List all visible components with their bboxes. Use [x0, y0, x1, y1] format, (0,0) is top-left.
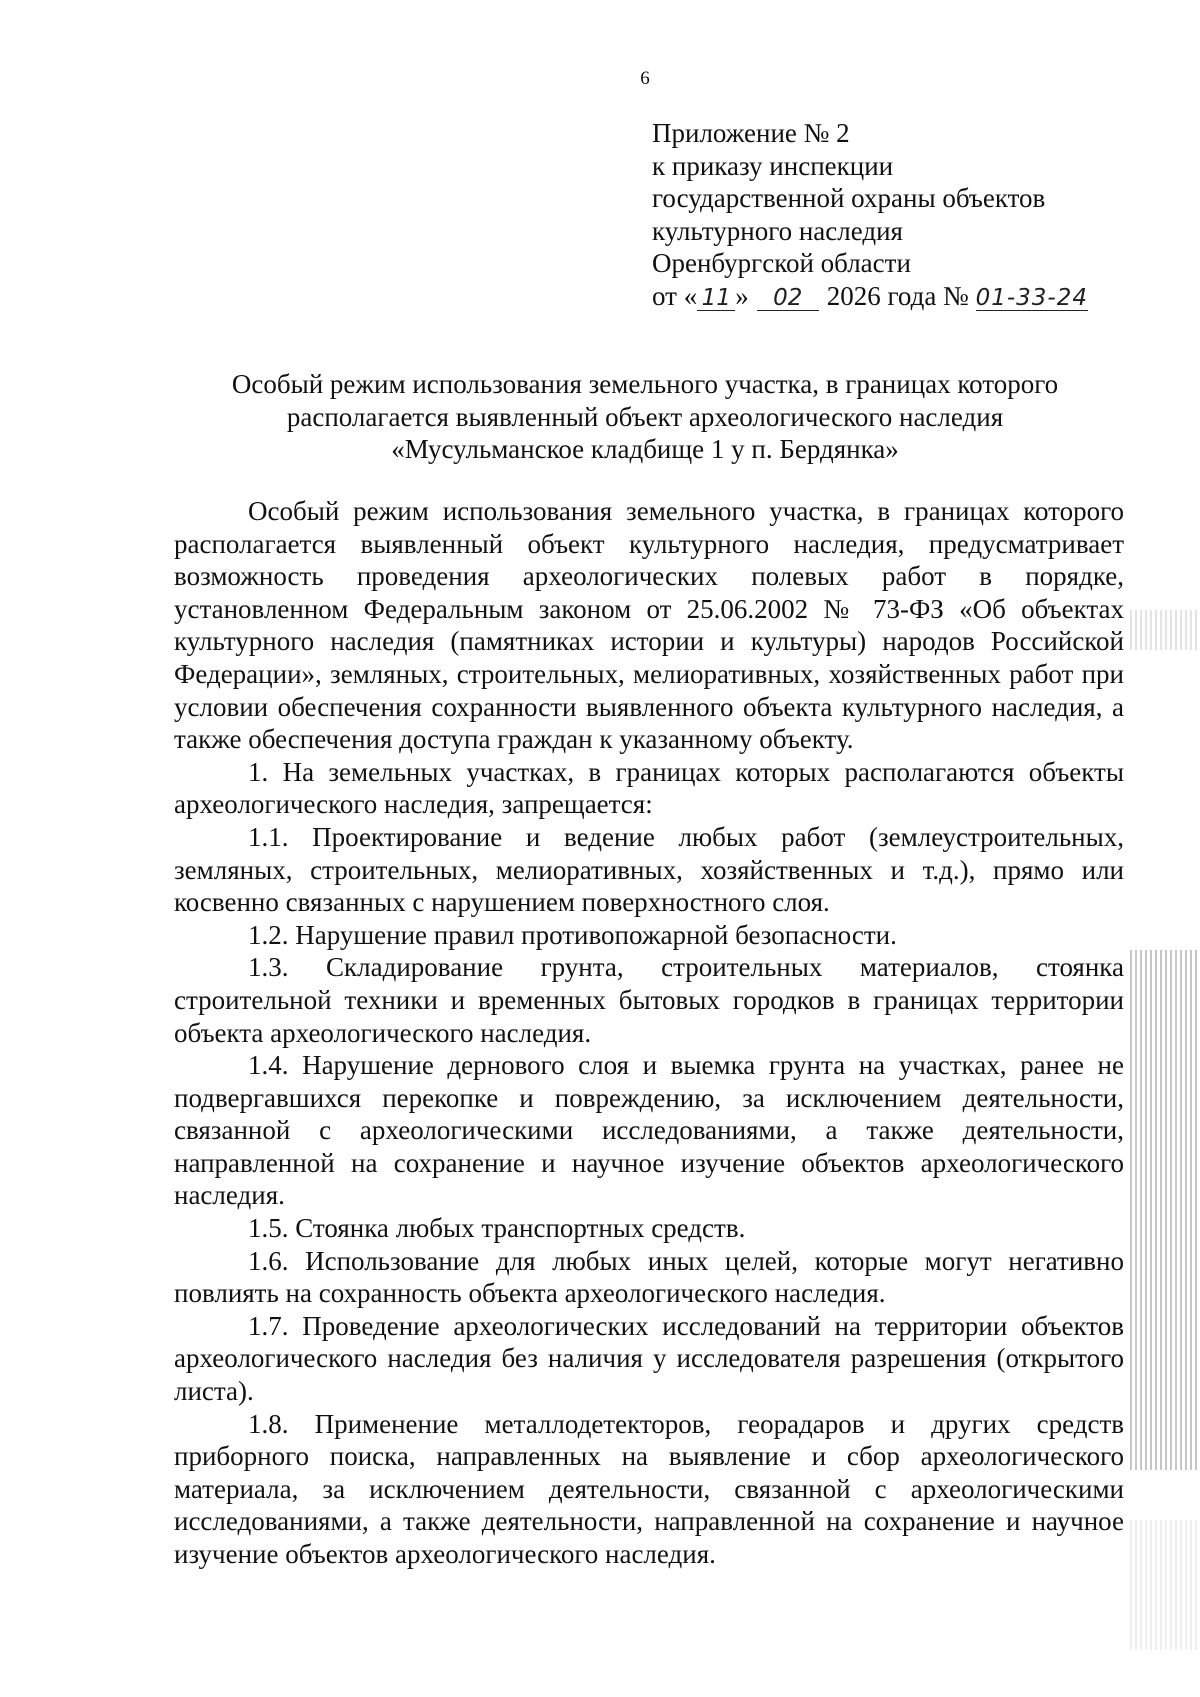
intro-paragraph: Особый режим использования земельного участка, в границах которого располагается выявленный объект культурного наследия, предусматривает возможность проведения археологических полевых работ в порядке, установленном Федеральным законом от 25.06.2002 № 73-ФЗ «Об объектах культурного наследия (памятниках истории и культуры) народов Российской Федерации», земляных, строительных, мелиоративных, хозяйственных работ при условии обеспечения сохранности выявленного объекта культурного наследия, а также обеспечения доступа граждан к указанному объекту. [174, 496, 1124, 755]
clause-1-2: 1.2. Нарушение правил противопожарной безопасности. [248, 919, 897, 950]
title-line: «Мусульманское кладбище 1 у п. Бердянка» [391, 434, 899, 464]
clause-1-4: 1.4. Нарушение дернового слоя и выемка грунта на участках, ранее не подвергавшихся перекопке и повреждению, за исключением деятельности, связанной с археологическими исследованиями, а также деятельности, направленной на сохранение и научное изучение объектов археологического наследия. [174, 1050, 1124, 1211]
appendix-line: Оренбургской области [652, 248, 911, 278]
handwritten-month: 02 [757, 286, 819, 311]
appendix-line: культурного наследия [652, 215, 903, 246]
title-line: располагается выявленный объект археологического наследия [286, 401, 1004, 432]
title-line: Особый режим использования земельного участка, в границах которого [231, 369, 1059, 399]
document-title [170, 368, 1120, 466]
clause-1-3: 1.3. Складирование грунта, строительных материалов, стоянка строительной техники и временных бытовых городков в границах территории объекта археологического наследия. [174, 952, 1124, 1048]
appendix-line: к приказу инспекции [652, 150, 894, 181]
page-number: 6 [640, 68, 650, 89]
order-date-line [652, 280, 1132, 313]
scan-artifact [1130, 950, 1200, 1470]
clause-1-8: 1.8. Применение металлодетекторов, георадаров и других средств приборного поиска, направленных на выявление и сбор археологического материала, за исключением деятельности, связанной с археологическими исследованиями, а также деятельности, направленной на сохранение и научное изучение объектов археологического наследия. [174, 1408, 1124, 1569]
scan-artifact [1130, 1520, 1200, 1650]
appendix-line: Приложение № 2 [652, 118, 850, 148]
appendix-line: государственной охраны объектов [652, 183, 1046, 213]
clause-1-7: 1.7. Проведение археологических исследований на территории объектов археологического наследия без наличия у исследователя разрешения (открытого листа). [174, 1310, 1124, 1407]
date-year-text: 2026 года № [826, 280, 969, 311]
date-prefix: от « [652, 280, 698, 311]
clause-1: 1. На земельных участках, в границах которых располагаются объекты археологического наследия, запрещается: [174, 756, 1124, 820]
document-body [174, 495, 1124, 1571]
date-quote-close: » [735, 280, 749, 311]
appendix-header [652, 117, 1132, 312]
clause-1-1: 1.1. Проектирование и ведение любых работ (землеустроительных, земляных, строительных, мелиоративных, хозяйственных и т.д.), прямо или косвенно связанных с нарушением поверхностного слоя. [174, 821, 1124, 918]
scan-artifact [1130, 610, 1200, 650]
clause-1-5: 1.5. Стоянка любых транспортных средств. [248, 1213, 746, 1244]
clause-1-6: 1.6. Использование для любых иных целей, которые могут негативно повлиять на сохранность объекта археологического наследия. [174, 1245, 1124, 1309]
handwritten-day: 11 [697, 286, 735, 311]
handwritten-order-number: 01-33-24 [975, 284, 1088, 311]
